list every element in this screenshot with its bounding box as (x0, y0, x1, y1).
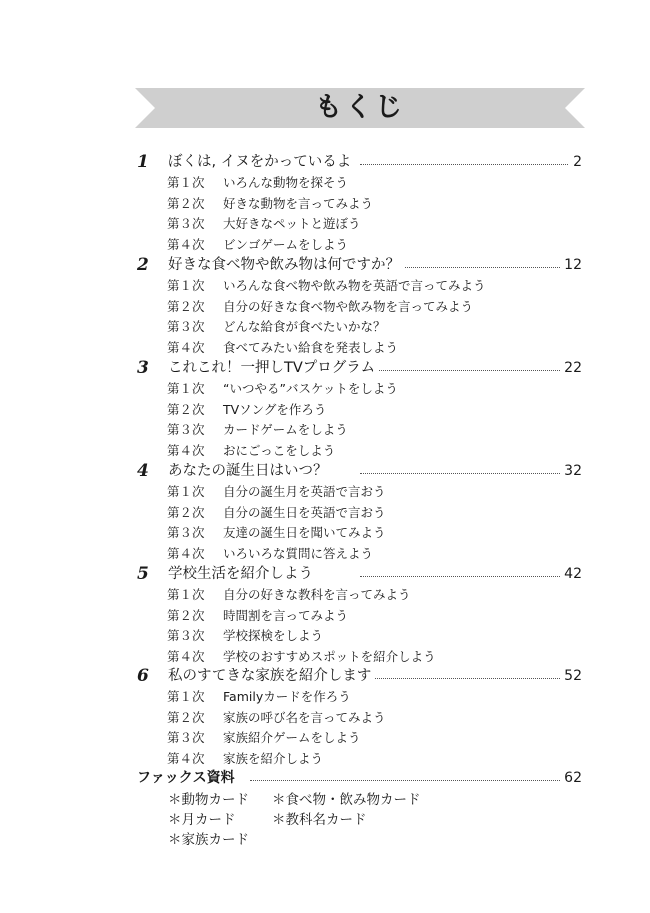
chapter-page-number: 2 (569, 152, 582, 172)
chapter-row[interactable] (0, 255, 650, 275)
lesson-row[interactable] (0, 317, 650, 337)
lesson-number: 第４次 (167, 236, 205, 252)
chapter-row[interactable] (0, 358, 650, 378)
chapter-row[interactable] (0, 564, 650, 584)
chapter-number: 1 (137, 152, 149, 172)
lesson-row[interactable] (0, 523, 650, 543)
lesson-row[interactable] (0, 749, 650, 769)
lesson-title: 家族の呼び名を言ってみよう (223, 709, 386, 725)
lesson-title: 自分の誕生月を英語で言おう (223, 484, 386, 499)
lesson-row[interactable] (0, 194, 650, 214)
lesson-title: 自分の好きな教科を言ってみよう (223, 587, 411, 602)
lesson-number: 第２次 (167, 607, 205, 623)
lesson-number: 第２次 (167, 709, 205, 725)
lesson-row[interactable] (0, 585, 650, 605)
lesson-title: 自分の誕生日を英語で言おう (223, 504, 386, 520)
lesson-title: ビンゴゲームをしよう (223, 236, 349, 252)
lesson-number: 第２次 (167, 401, 205, 417)
lesson-title: 家族を紹介しよう (223, 750, 324, 766)
fax-page-number: 62 (560, 768, 582, 788)
lesson-row[interactable] (0, 544, 650, 564)
chapter-title: 好きな食べ物や飲み物は何ですか？ (168, 255, 404, 275)
lesson-number: 第４次 (167, 442, 205, 458)
dot-leader (360, 370, 578, 371)
lesson-number: 第１次 (167, 689, 205, 704)
lesson-number: 第１次 (167, 381, 205, 396)
chapter-page-number: 42 (560, 564, 582, 584)
lesson-number: 第３次 (167, 525, 205, 541)
lesson-row[interactable] (0, 338, 650, 358)
lesson-title: Familyカードを作ろう (223, 689, 351, 704)
chapter-number: 4 (137, 461, 149, 481)
lesson-title: いろんな食べ物や飲み物を英語で言ってみよう (223, 278, 486, 293)
lesson-number: 第３次 (167, 216, 205, 232)
lesson-title: 大好きなペットと遊ぼう (223, 216, 361, 232)
lesson-row[interactable] (0, 297, 650, 317)
lesson-row[interactable] (0, 420, 650, 440)
lesson-number: 第１次 (167, 484, 205, 499)
lesson-row[interactable] (0, 606, 650, 626)
lesson-title: 学校のおすすめスポットを紹介しよう (223, 648, 436, 664)
lesson-number: 第１次 (167, 587, 205, 602)
lesson-row[interactable] (0, 647, 650, 667)
fax-item: ＊月カード (168, 812, 236, 828)
chapter-number: 6 (137, 666, 149, 686)
lesson-number: 第４次 (167, 545, 205, 561)
fax-item: ＊家族カード (168, 832, 249, 848)
lesson-number: 第３次 (167, 628, 205, 644)
chapter-number: 5 (137, 564, 149, 584)
lesson-row[interactable] (0, 379, 650, 399)
chapter-number: 2 (137, 255, 149, 275)
lesson-row[interactable] (0, 400, 650, 420)
dot-leader (360, 164, 578, 165)
lesson-row[interactable] (0, 626, 650, 646)
dot-leader (250, 780, 578, 781)
chapter-page-number: 32 (560, 461, 582, 481)
lesson-title: 友達の誕生日を聞いてみよう (223, 525, 386, 541)
lesson-row[interactable] (0, 441, 650, 461)
lesson-row[interactable] (0, 708, 650, 728)
dot-leader (360, 576, 578, 577)
chapter-title: あなたの誕生日はいつ？ (168, 461, 332, 481)
chapter-page-number: 12 (560, 255, 582, 275)
lesson-row[interactable] (0, 173, 650, 193)
chapter-title: ぼくは, イヌをかっているよ (168, 152, 355, 172)
lesson-title: 食べてみたい給食を発表しよう (223, 339, 399, 355)
chapter-title: 私のすてきな家族を紹介します (168, 666, 375, 686)
lesson-number: 第４次 (167, 339, 205, 355)
title-banner (135, 88, 585, 128)
chapter-row[interactable] (0, 666, 650, 686)
lesson-number: 第３次 (167, 319, 205, 335)
lesson-title: おにごっこをしよう (223, 442, 336, 458)
lesson-title: “いつやる”バスケットをしよう (223, 381, 398, 396)
lesson-title: どんな給食が食べたいかな？ (223, 319, 386, 335)
lesson-row[interactable] (0, 214, 650, 234)
chapter-title: これこれ！一押しTVプログラム (168, 358, 379, 378)
lesson-title: 学校探検をしよう (223, 628, 324, 644)
fax-materials-title: ファックス資料 (137, 768, 239, 788)
chapter-title: 学校生活を紹介しよう (168, 564, 317, 584)
chapter-page-number: 22 (560, 358, 582, 378)
lesson-row[interactable] (0, 503, 650, 523)
lesson-row[interactable] (0, 687, 650, 707)
chapter-row[interactable] (0, 152, 650, 172)
lesson-title: 自分の好きな食べ物や飲み物を言ってみよう (223, 298, 474, 314)
lesson-number: 第１次 (167, 278, 205, 293)
fax-materials-row[interactable] (0, 768, 650, 788)
fax-item: ＊教科名カード (272, 812, 367, 828)
lesson-number: 第２次 (167, 504, 205, 520)
dot-leader (360, 473, 578, 474)
lesson-title: カードゲームをしよう (223, 422, 348, 438)
lesson-number: 第３次 (167, 422, 205, 438)
lesson-number: 第２次 (167, 195, 205, 211)
lesson-row[interactable] (0, 482, 650, 502)
chapter-page-number: 52 (560, 666, 582, 686)
lesson-number: 第１次 (167, 175, 205, 190)
lesson-title: 家族紹介ゲームをしよう (223, 730, 361, 746)
lesson-title: TVソングを作ろう (223, 401, 327, 417)
chapter-row[interactable] (0, 461, 650, 481)
lesson-number: 第４次 (167, 648, 205, 664)
chapter-number: 3 (137, 358, 149, 378)
dot-leader (360, 678, 578, 679)
page-title: もくじ (315, 92, 405, 123)
lesson-title: 好きな動物を言ってみよう (223, 195, 374, 211)
lesson-title: いろいろな質問に答えよう (223, 545, 374, 561)
fax-item: ＊動物カード (168, 792, 249, 808)
lesson-title: 時間割を言ってみよう (223, 607, 349, 623)
lesson-row[interactable] (0, 276, 650, 296)
lesson-row[interactable] (0, 235, 650, 255)
lesson-number: 第２次 (167, 298, 205, 314)
fax-item: ＊食べ物・飲み物カード (272, 792, 421, 808)
lesson-row[interactable] (0, 728, 650, 748)
lesson-number: 第３次 (167, 730, 205, 746)
lesson-title: いろんな動物を探そう (223, 175, 349, 190)
lesson-number: 第４次 (167, 750, 205, 766)
